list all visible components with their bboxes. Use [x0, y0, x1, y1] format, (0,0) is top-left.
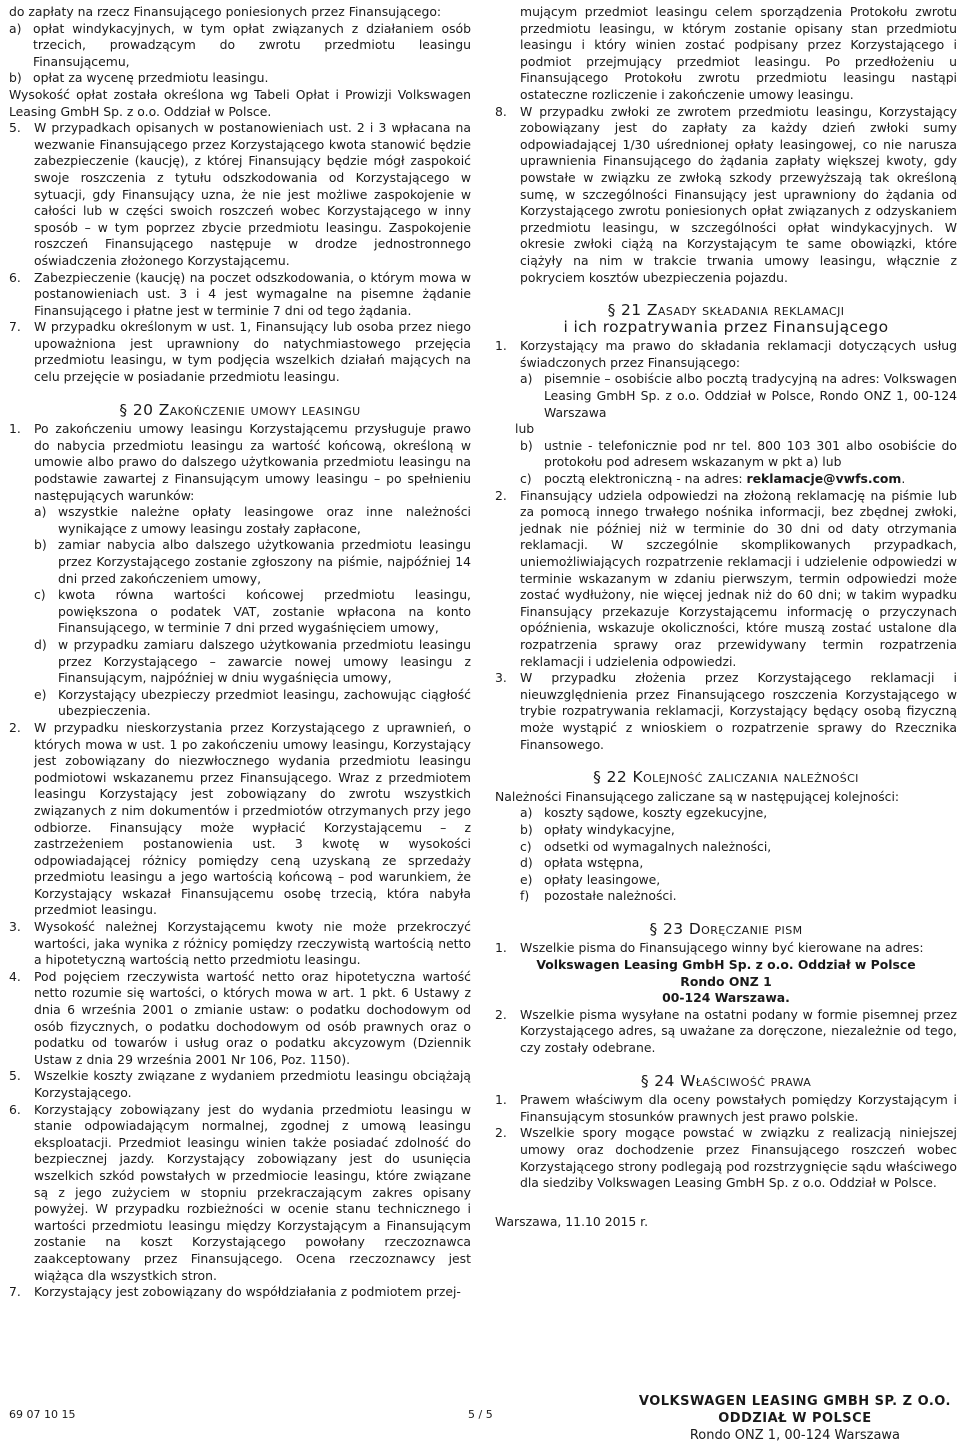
s22-item-e: e) opłaty leasingowe,	[520, 871, 661, 887]
section-22-heading: § 22 Kolejność zaliczania należności	[593, 768, 859, 787]
s24-item-1: 1. Prawem właściwym dla oceny powstałych pomiędzy Korzystającym i Finansującym stosunków prawnych jest prawo polskie.	[495, 1092, 957, 1124]
s20-item-1: 1. Po zakończeniu umowy leasingu Korzystającemu przysługuje prawo do nabycia przedmiotu leasingu za wartość końcową, określoną w umowie albo prawo do dalszego użytkowania przedmiotu leasingu na podstawie zawartej z Finansującym umowy leasingu – po spełnieniu następujących warunków:	[9, 421, 471, 503]
intro-item-a: a) opłat windykacyjnych, w tym opłat związanych z działaniem osób trzecich, prowadzącym do zwrotu przedmiotu leasingu Finansującemu,	[9, 20, 471, 69]
s22-item-a: a) koszty sądowe, koszty egzekucyjne,	[520, 805, 768, 821]
s21-sub-a: a) pisemnie – osobiście albo pocztą tradycyjną na adres: Volkswagen Leasing GmbH Sp. z o.o. Oddział w Polsce, Rondo ONZ 1, 00-124 Warszawa	[520, 371, 957, 420]
s20-sub-a: a) wszystkie należne opłaty leasingowe oraz inne należności wynikające z umowy leasingu zostały zapłacone,	[34, 504, 471, 536]
s23-address-line1: Volkswagen Leasing GmbH Sp. z o.o. Oddział w Polsce	[536, 957, 916, 973]
section-24-heading: § 24 Właściwość prawa	[640, 1071, 812, 1090]
s22-intro: Należności Finansującego zaliczane są w następującej kolejności:	[495, 788, 900, 804]
s23-item-2: 2. Wszelkie pisma wysyłane na ostatni podany w formie pisemnej przez Korzystającego adres, są uważane za doręczone, niezależnie od tego, czy zostały odebrane.	[495, 1006, 957, 1056]
intro-item-b: b) opłat za wycenę przedmiotu leasingu.	[9, 70, 269, 86]
s21-item-1-sublist	[495, 371, 957, 487]
s23-address-line2: Rondo ONZ 1	[680, 973, 772, 989]
s21-sub-c: c) pocztą elektroniczną - na adres: reklamacje@vwfs.com.	[520, 471, 906, 487]
s19-item-7: 7. W przypadku określonym w ust. 1, Finansujący lub osoba przez niego upoważniona jest uprawniony do natychmiastowego przejęcia przedmiotu leasingu, w tym podjęcia wszelkich działań mających na celu przejęcie w posiadanie przedmiotu leasingu.	[9, 319, 471, 385]
s19-item-6: 6. Zabezpieczenie (kaucję) na poczet odszkodowania, o którym mowa w postanowieniach ust. 3 i 4 jest wymagalne na pisemne żądanie Finansującego i płatne jest w terminie 7 dni od tego żądania.	[9, 269, 471, 318]
s20-sub-c: c) kwota równa wartości końcowej przedmiotu leasingu, powiększona o podatek VAT, zostanie wpłacona na konto Finansującego, w terminie 7 dni przed wygaśnięciem umowy,	[34, 587, 471, 636]
s20-sub-b: b) zamiar nabycia albo dalszego użytkowania przedmiotu leasingu przez Korzystającego zostanie zgłoszony na piśmie, najpóźniej 14 dni przed zakończeniem umowy,	[34, 537, 471, 586]
s20-sub-e: e) Korzystający ubezpieczy przedmiot leasingu, zachowując ciągłość ubezpieczenia.	[34, 686, 471, 719]
intro-text: do zapłaty na rzecz Finansującego poniesionych przez Finansującego:	[9, 4, 442, 19]
footer-company	[639, 1393, 951, 1444]
s22-item-f: f) pozostałe należności.	[520, 888, 677, 904]
footer-company-name: VOLKSWAGEN LEASING GMBH SP. Z O.O.	[638, 1394, 951, 1409]
s21-lub: lub	[515, 421, 535, 437]
s20-item-5: 5. Wszelkie koszty związane z wydaniem przedmiotu leasingu obciążają Korzystającego.	[9, 1068, 471, 1100]
footer-company-address: Rondo ONZ 1, 00-124 Warszawa	[689, 1428, 901, 1443]
footer-company-branch: ODDZIAŁ W POLSCE	[718, 1411, 872, 1426]
s20-item-7: 7. Korzystający jest zobowiązany do współdziałania z podmiotem przej-	[9, 1284, 461, 1300]
s22-item-d: d) opłata wstępna,	[520, 855, 644, 871]
s21-item-2: 2. Finansujący udziela odpowiedzi na złożoną reklamację na piśmie lub za pomocą innego trwałego nośnika informacji, bez zbędnej zwłoki, jednak nie później niż w terminie do 30 dni od daty otrzymania reklamacji. W szczególnie skomplikowanych przypadkach, uniemożliwiających rozpatrzenie reklamacji i udzielenie odpowiedzi w terminie wskazanym w zdaniu pierwszym, termin odpowiedzi może zostać wydłużony, nie więcej jednak niż do 60 dni; w takim wypadku Finansujący przekazuje Korzystającemu informację o przyczynach opóźnienia, wskazuje okoliczności, które muszą zostać ustalone dla rozpatrzenia sprawy oraz przewidywany termin rozpatrzenia reklamacji i udzielenia odpowiedzi.	[495, 487, 957, 669]
s20-item-8: 8. W przypadku zwłoki ze zwrotem przedmiotu leasingu, Korzystający zobowiązany jest do zapłaty za każdy dzień zwłoki sumy odpowiadającej 1/30 uśrednionej opłaty leasingowej, co nie narusza uprawnienia Finansującego do żądania zapłaty większej kwoty, gdy powstałe w związku ze zwłoką szkody przewyższają tak określoną sumę, w szczególności Finansujący jest uprawniony do żądania od Korzystającego zwrotu poniesionych opłat związanych z odzyskaniem przedmiotu leasingu, w szczególności opłat windykacyjnych. W okresie zwłoki ciążą na Korzystającym te same obowiązki, które ciążyły na nim w trakcie trwania umowy leasingu, włącznie z pokryciem kosztów ubezpieczenia pojazdu.	[495, 103, 957, 285]
footer-page-number: 5 / 5	[468, 1408, 493, 1421]
s22-list	[495, 805, 957, 905]
s20-item-1-sublist	[9, 504, 471, 720]
s21-sub-b: b) ustnie - telefonicznie pod nr tel. 800 103 301 albo osobiście do protokołu pod adresem wskazanym w pkt a) lub	[520, 437, 957, 470]
s20-item-2: 2. W przypadku nieskorzystania przez Korzystającego z uprawnień, o których mowa w ust. 1 po zakończeniu umowy leasingu, Korzystający jest zobowiązany do niezwłocznego wydania przedmiotu leasingu podmiotowi wskazanemu przez Finansującego. Wraz z przedmiotem leasingu Korzystający jest zobowiązany do zwrotu wszystkich związanych z nim dokumentów i przedmiotów otrzymanych przy jego odbiorze. Finansujący może wypłacić Korzystającemu – z zastrzeżeniem postanowienia ust. 3 kwotę w wysokości odpowiadającej różnicy pomiędzy ceną uzyskaną ze sprzedaży przedmiotu leasingu a jego wartością końcową – pod warunkiem, że Korzystający wskazał Finansującemu osobę trzecią, która nabyła przedmiot leasingu.	[9, 719, 471, 918]
s20-sub-d: d) w przypadku zamiaru dalszego użytkowania przedmiotu leasingu przez Korzystającego – zawarcie nowej umowy leasingu z Finansującym, najpóźniej w dniu wygaśnięcia umowy,	[34, 636, 471, 686]
intro-tail: Wysokość opłat została określona wg Tabeli Opłat i Prowizji Volkswagen Leasing GmbH Sp. z o.o. Oddział w Polsce.	[9, 86, 471, 119]
s21-item-1: 1. Korzystający ma prawo do składania reklamacji dotyczących usług świadczonych przez Finansującego:	[495, 338, 957, 370]
section-21-heading-line2: i ich rozpatrywania przez Finansującego	[563, 317, 889, 336]
s20-item-6: 6. Korzystający zobowiązany jest do wydania przedmiotu leasingu w stanie odpowiadającym normalnej, zgodnej z umową leasingu eksploatacji. Przedmiot leasingu winien także posiadać zdolność do bezpiecznej jazdy. Korzystający zobowiązany jest do usunięcia wszelkich szkód powstałych w przedmiocie leasingu, które związane są z jego zużyciem w stopniu przekraczającym zakres opisany powyżej. W przypadku rozbieżności w ocenie stanu technicznego i wartości przedmiotu leasingu między Korzystającym a Finansującym zostanie na koszt Korzystającego powołany rzeczoznawca zaakceptowany przez Finansującego. Ocena rzeczoznawcy jest wiążąca dla wszystkich stron.	[9, 1101, 471, 1283]
email-link[interactable]: reklamacje@vwfs.com	[746, 471, 902, 487]
left-column	[9, 4, 471, 1301]
s20-item-7-continued: mującym przedmiot leasingu celem sporządzenia Protokołu zwrotu przedmiotu leasingu, w którym zostanie opisany stan przedmiotu leasingu i który winien zostać podpisany przez Korzystającego i podmiot przejmujący przedmiot leasingu. Po przedłożeniu u Finansującego Protokołu zwrotu przedmiotu leasingu nastąpi ostateczne rozliczenie i zakończenie umowy leasingu.	[520, 4, 957, 102]
s24-item-2: 2. Wszelkie spory mogące powstać w związku z realizacją niniejszej umowy oraz dochodzenie przez Finansującego roszczeń wobec Korzystającego strony podlegają pod rozstrzygnięcie sądu właściwego dla siedziby Volkswagen Leasing GmbH Sp. z o.o. Oddział w Polsce.	[495, 1125, 957, 1191]
section-20-heading: § 20 Zakończenie umowy leasingu	[119, 400, 361, 419]
section-21-heading: § 21 Zasady składania reklamacji	[607, 301, 845, 320]
document-date: Warszawa, 11.10 2015 r.	[495, 1213, 649, 1229]
right-column	[495, 4, 957, 1230]
s20-item-3: 3. Wysokość należnej Korzystającemu kwoty nie może przekroczyć wartości, jaka wynika z różnicy pomiędzy rzeczywistą wartością netto a hipotetyczną wartością netto przedmiotu leasingu.	[9, 919, 471, 968]
s20-item-4: 4. Pod pojęciem rzeczywista wartość netto oraz hipotetyczna wartość netto rozumie się wartości, o których mowa w art. 1 pkt. 6 Ustawy z dnia 6 września 2001 o zmianie ustaw: o podatku dochodowym od osób fizycznych, o podatku dochodowym od osób prawnych oraz o podatku od towarów i usług oraz o podatku akcyzowym (Dziennik Ustaw z dnia 29 września 2001 Nr 106, Poz. 1150).	[9, 968, 471, 1067]
footer-doc-code: 69 07 10 15	[9, 1408, 76, 1421]
s23-address-line3: 00-124 Warszawa.	[662, 990, 790, 1006]
s22-item-b: b) opłaty windykacyjne,	[520, 821, 675, 837]
s21-item-3: 3. W przypadku złożenia przez Korzystającego reklamacji i nieuwzględnienia przez Finansującego roszczenia Korzystającego w trybie rozpatrywania reklamacji, Korzystający będący osobą fizyczną może wystąpić z wnioskiem o rozpatrzenie sprawy do Rzecznika Finansowego.	[495, 670, 957, 752]
s23-item-1: 1. Wszelkie pisma do Finansującego winny być kierowane na adres:	[495, 940, 924, 956]
s19-item-5: 5. W przypadkach opisanych w postanowieniach ust. 2 i 3 wpłacana na wezwanie Finansującego przez Korzystającego kwota stanowić będzie zabezpieczenie (kaucję), z której Finansujący będzie mógł zaspokoić swoje roszczenia z tytułu odszkodowania od Korzystającego w sytuacji, gdy Finansujący uzna, że nie jest możliwe zaspokojenie w całości lub w części swoich roszczeń wobec Korzystającego w inny sposób – w tym poprzez zbycie przedmiotu leasingu. Zaspokojenie roszczeń Finansującego następuje w drodze jednostronnego oświadczenia złożonego Korzystającemu.	[9, 120, 471, 268]
s22-item-c: c) odsetki od wymagalnych należności,	[520, 838, 772, 854]
section-23-heading: § 23 Doręczanie pism	[649, 919, 803, 938]
